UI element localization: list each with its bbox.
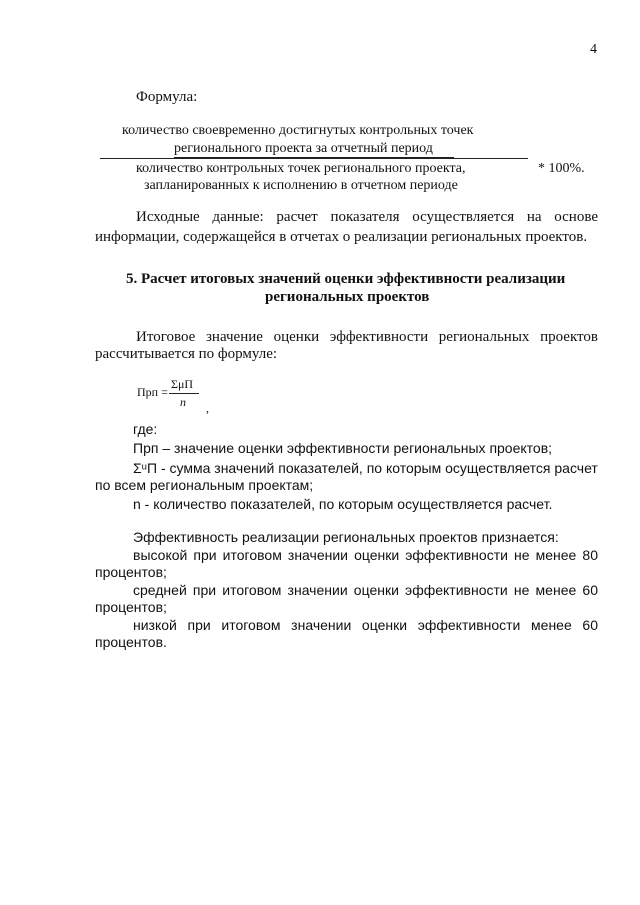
page-number: 4 xyxy=(590,42,597,57)
section-heading-line2: региональных проектов xyxy=(265,289,430,305)
formula-lhs: Прп = xyxy=(137,385,168,399)
fraction-numerator-line1: количество своевременно достигнутых контрольных точек xyxy=(122,123,474,138)
fraction-bar xyxy=(100,158,528,159)
definition-item3: n - количество показателей, по которым осуществляется расчет. xyxy=(133,496,553,512)
efficiency-medium-line2: процентов; xyxy=(95,599,167,615)
where-label: где: xyxy=(133,421,158,437)
efficiency-high-line1: высокой при итоговом значении оценки эффективности не менее 80 xyxy=(133,547,598,563)
source-data-line2: информации, содержащейся в отчетах о реализации региональных проектов. xyxy=(95,229,588,245)
formula-numerator: ΣμП xyxy=(171,377,194,391)
formula-fraction-bar xyxy=(169,393,199,394)
formula-comma: , xyxy=(206,401,209,415)
intro-line1: Итоговое значение оценки эффективности региональных проектов xyxy=(136,329,598,345)
efficiency-low-line1: низкой при итоговом значении оценки эффективности менее 60 xyxy=(133,617,598,633)
section-heading-line1: 5. Расчет итоговых значений оценки эффективности реализации xyxy=(126,271,566,287)
intro-line2: рассчитывается по формуле: xyxy=(95,346,278,362)
efficiency-low-line2: процентов. xyxy=(95,634,167,650)
formula-label: Формула: xyxy=(136,89,198,105)
fraction-multiplier: * 100%. xyxy=(538,161,585,176)
source-data-line1: Исходные данные: расчет показателя осуществляется на основе xyxy=(136,209,598,225)
definition-item1: Прп – значение оценки эффективности региональных проектов; xyxy=(133,440,553,456)
fraction-denominator-line2: запланированных к исполнению в отчетном периоде xyxy=(144,178,458,193)
efficiency-intro: Эффективность реализации региональных проектов признается: xyxy=(133,529,559,545)
efficiency-high-line2: процентов; xyxy=(95,564,167,580)
efficiency-medium-line1: средней при итоговом значении оценки эффективности не менее 60 xyxy=(133,582,598,598)
fraction-denominator-line1: количество контрольных точек регионального проекта, xyxy=(136,161,466,176)
definition-item2-line2: по всем региональным проектам; xyxy=(95,477,314,493)
definition-item2-line1: ΣᵘП - сумма значений показателей, по которым осуществляется расчет xyxy=(133,460,598,476)
fraction-numerator-line2: регионального проекта за отчетный период xyxy=(174,141,433,156)
formula-denominator: n xyxy=(180,395,186,409)
